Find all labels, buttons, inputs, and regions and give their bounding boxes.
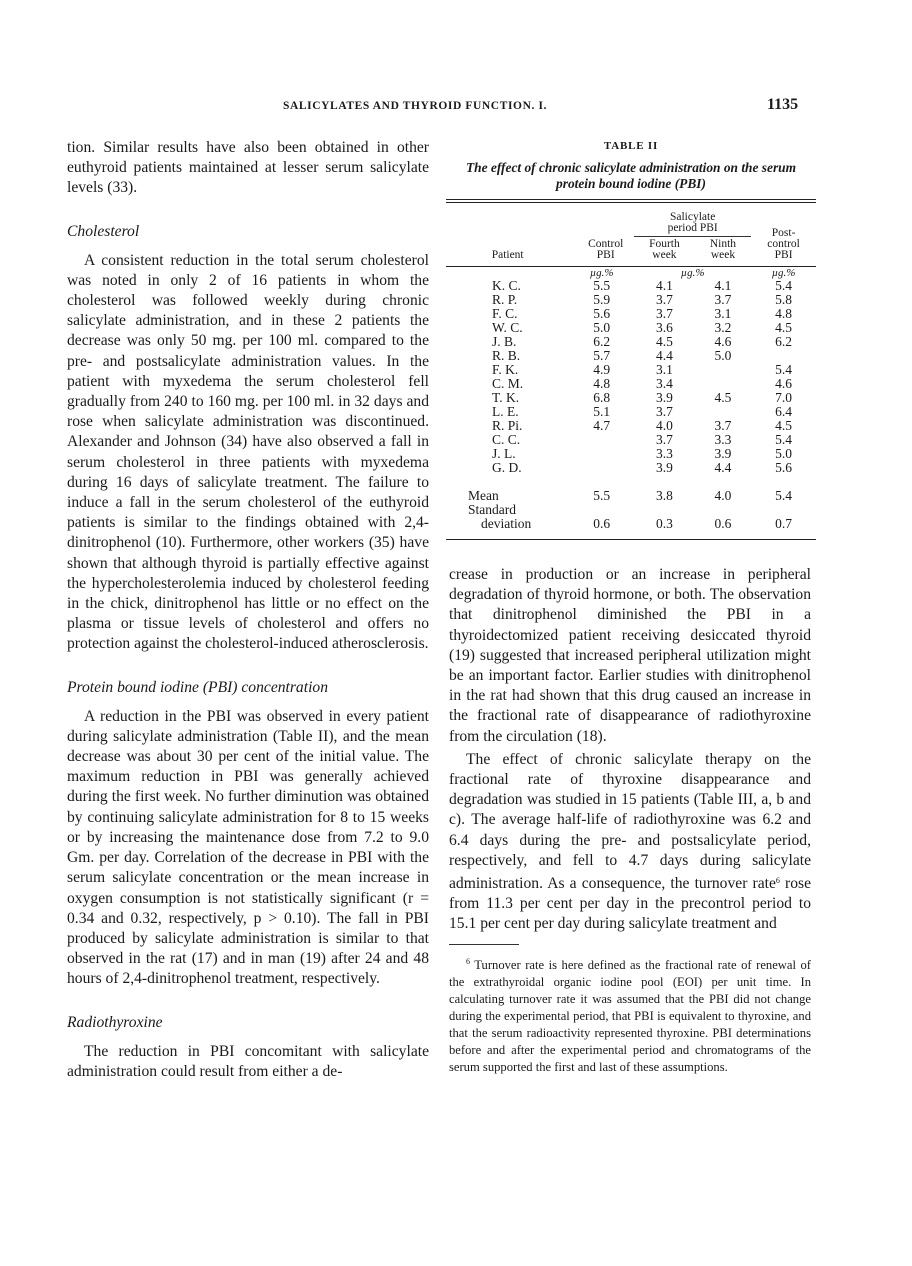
right-column (449, 565, 811, 1076)
table-row: C. C. 3.7 3.3 5.4 (492, 432, 793, 447)
table-row: J. L. 3.3 3.9 5.0 (492, 446, 793, 461)
table-caption: The effect of chronic salicylate administration on the serum protein bound iodine (PBI) (465, 160, 797, 191)
heading-radiothyroxine: Radiothyroxine (67, 1013, 163, 1031)
table-row: W. C. 5.0 3.6 3.2 4.5 (492, 320, 793, 335)
paragraph-intro: tion. Similar results have also been obtained in other euthyroid patients maintained at lesser serum salicylate levels (33). (67, 139, 429, 197)
page-number: 1135 (767, 96, 799, 113)
footnote-marker: 6 (466, 956, 470, 966)
sd-row: Standard deviation 0.6 0.3 0.6 0.7 (468, 502, 793, 531)
table-row: F. K. 4.9 3.1 5.4 (492, 362, 793, 377)
mean-row: Mean 5.5 3.8 4.0 5.4 (468, 488, 793, 503)
table-row: F. C. 5.6 3.7 3.1 4.8 (492, 306, 793, 321)
paragraph-radiothyroxine: The reduction in PBI concomitant with salicylate administration could result from either a de- (67, 1042, 429, 1080)
table-row: T. K. 6.8 3.9 4.5 7.0 (492, 390, 793, 405)
footnote-text: Turnover rate is here defined as the fractional rate of renewal of the extrathyroidal organic iodine pool (EOI) per unit time. In calculating turnover rate it was assumed that the PBI did not change during the experimental period, that PBI is equivalent to thyroxine, and that the serum radioactivity represented thyroxine. PBI determinations before and after the experimental period and chromatograms of the serum supported the first and last of these assumptions. (449, 957, 811, 1074)
table-row: J. B. 6.2 4.5 4.6 6.2 (492, 334, 793, 349)
header-salicylate-period: Salicylate period PBI (634, 203, 751, 237)
table-row: K. C. 5.5 4.1 4.1 5.4 (492, 278, 793, 293)
paragraph-pbi: A reduction in the PBI was observed in every patient during salicylate administration (Table II), and the mean decrease was about 30 per cent of the initial value. The maximum reduction in PBI was generally achieved during the first week. No further diminution was obtained by continuing salicylate administration for 8 to 15 weeks or by increasing the maintenance dose from 7.2 to 9.0 Gm. per day. Correlation of the decrease in PBI with the serum salicylate concentration or the mean increase in oxygen consumption is not statistically significant (r = 0.34 and 0.32, respectively, p > 0.10). The fall in PBI produced by salicylate administration is similar to that observed in the rat (17) and in man (19) after 24 and 48 hours of 2,4-dinitrophenol treatment, respectively. (67, 707, 429, 988)
pbi-table (446, 203, 816, 531)
unit-post: µg.% (771, 267, 796, 279)
table-ii (446, 140, 816, 540)
header-control: Control PBI (588, 238, 624, 261)
header-ninth-week: Ninth week (709, 238, 737, 261)
left-column (67, 138, 429, 1082)
unit-salicylate: µg.% (680, 267, 705, 279)
table-row: R. P. 5.9 3.7 3.7 5.8 (492, 292, 793, 307)
paragraph-continued: crease in production or an increase in peripheral degradation of thyroid hormone, or both. The observation that dinitrophenol diminished the PBI in a thyroidectomized patient receiving desiccated thyroid (19) suggested that increased peripheral utilization might be an important factor. Earlier studies with dinitrophenol in the rat had shown that this drug caused an increase in the fractional rate of disappearance of radiothyroxine from the circulation (18). (449, 566, 811, 745)
unit-control: µg.% (589, 267, 614, 279)
header-fourth-week: Fourth week (649, 238, 680, 261)
table-row: G. D. 3.9 4.4 5.6 (492, 460, 793, 475)
footnote-rule (449, 944, 519, 945)
table-row: R. B. 5.7 4.4 5.0 (492, 348, 732, 363)
table-row: L. E. 5.1 3.7 6.4 (492, 404, 793, 419)
table-row: R. Pi. 4.7 4.0 3.7 4.5 (492, 418, 793, 433)
heading-pbi: Protein bound iodine (PBI) concentration (67, 678, 328, 696)
table-label: TABLE II (603, 140, 659, 152)
header-postcontrol: Post-control PBI (767, 227, 800, 261)
paragraph-cholesterol: A consistent reduction in the total serum cholesterol was noted in only 2 of 16 patients in whom the cholesterol was followed weekly during chronic salicylate administration, and in these 2 patients the decrease was only 50 mg. per 100 ml. compared to the pre- and postsalicylate administration values. In the patient with myxedema the serum cholesterol fell gradually from 240 to 160 mg. per 100 ml. in 32 days and rose when salicylate administration was discontinued. Alexander and Johnson (34) have also observed a fall in serum cholesterol in three patients with myxedema during 16 days of salicylate treatment. The failure to induce a fall in the serum cholesterol of the euthyroid patients is similar to the findings obtained with 2,4-dinitrophenol (10). Furthermore, other workers (35) have shown that although thyroid is partially effective against the hypercholesterolemia induced by cholesterol feeding in the chick, dinitrophenol has little or no effect on the plasma or tissue levels of cholesterol and offers no protection against the cholesterol-induced atherosclerosis. (67, 251, 429, 653)
table-bottom-rule (446, 539, 816, 540)
running-head: SALICYLATES AND THYROID FUNCTION. I. (283, 100, 547, 112)
table-row: C. M. 4.8 3.4 4.6 (492, 376, 793, 391)
heading-cholesterol: Cholesterol (67, 222, 140, 240)
paragraph-turnover: The effect of chronic salicylate therapy on the fractional rate of thyroxine disappearance and degradation was studied in 15 patients (Table III, a, b and c). The average half-life of radiothyroxine was 6.2 and 6.4 days during the pre- and postsalicylate period, respectively, and fell to 4.7 days during salicylate administration. As a consequence, the turnover rate$^6$ rose from 11.3 per cent per day in the precontrol period to 15.1 per cent per day during salicylate treatment and (449, 750, 811, 933)
header-patient: Patient (491, 249, 524, 261)
footnote (449, 953, 811, 1076)
footnote-ref: 6 (775, 876, 780, 886)
